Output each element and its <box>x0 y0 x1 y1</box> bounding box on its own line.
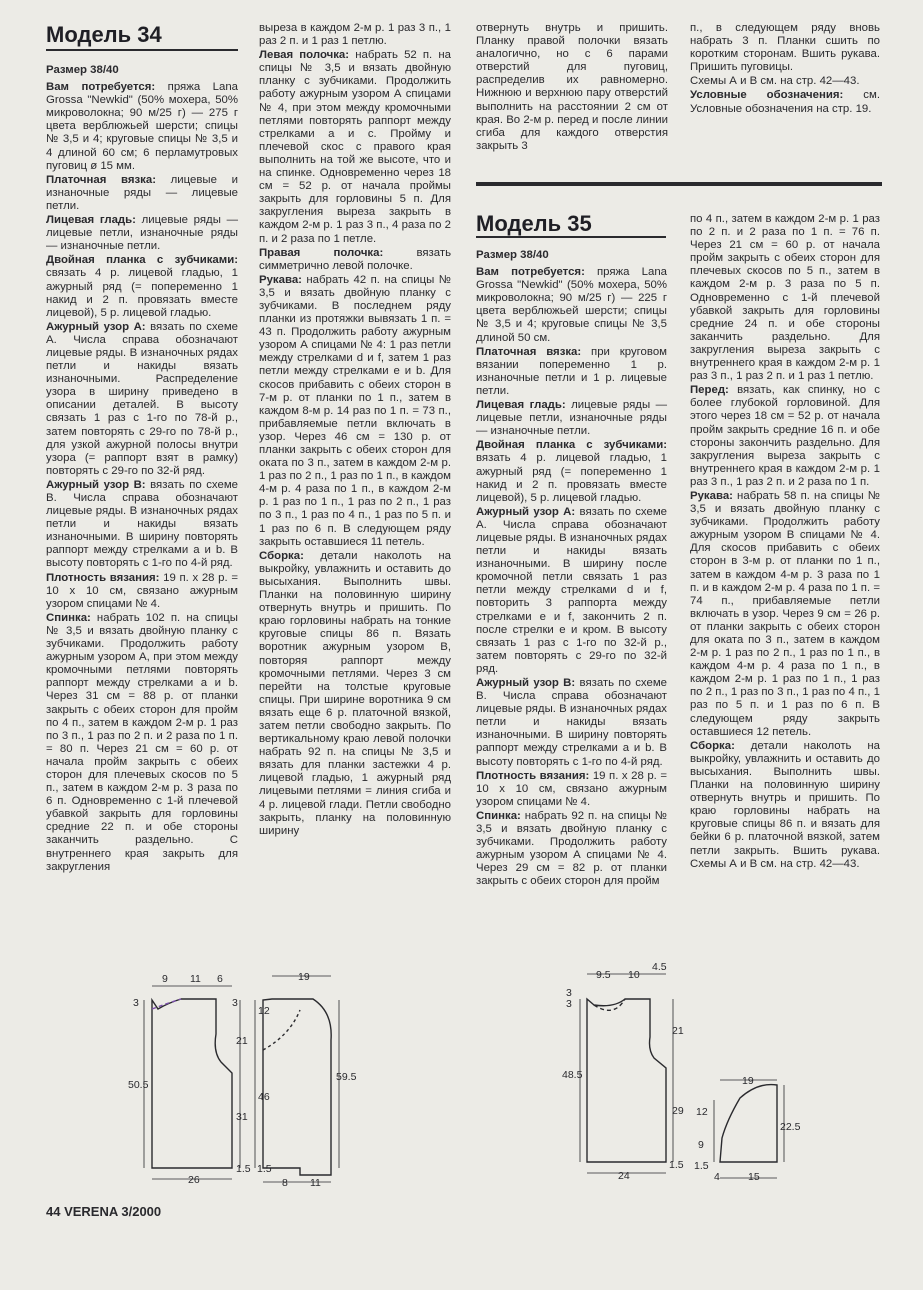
paragraph-body: 19 п. х 28 р. = 10 х 10 см, связано ажурным узором спицами № 4. <box>476 769 667 808</box>
d3-h3b: 3 <box>566 998 572 1010</box>
d1-h505: 50.5 <box>128 1079 149 1091</box>
text-paragraph <box>259 22 451 48</box>
model-34-column-4 <box>690 22 880 116</box>
paragraph-body: при круговом вязании попеременно 1 р. изнаночные петли и 1 р. лицевые петли. <box>476 345 667 397</box>
paragraph-heading: Перед: <box>690 384 729 397</box>
paragraph-body: детали наколоть на выкройку, увлажнить и оставить до высыхания. Выполнить швы. Планки на половинную ширину отвернуть внутрь и пришить. По краю горловины набрать на тонкие круговые спицы 86 п. Вязать воротник ажурным узором В, повторяя раппорт между кромочными петлями. Через 3 см перейти на толстые круговые спицы. При ширине воротника 9 см вязать еще 6 р. платочной вязкой, затем петли свободно закрыть. По вертикальному краю левой полочки набрать 92 п. на спицы № 3,5 и вязать для планки застежки 4 р. лицевой гладью, 1 ажурный ряд лицевыми петлями = линия сгиба и 4 р. лицевой глади. Петли свободно закрыть, планку на половинную ширину <box>259 549 451 837</box>
d4-h225: 22.5 <box>780 1121 801 1133</box>
paragraph-body: набрать 52 п. на спицы № 3,5 и вязать двойную планку с зубчиками. Продолжить работу ажурным узором А спицами № 4, при этом между кромочными петлями повторять раппорт между стрелками a и c. Пройму и плечевой скос с правого края выполнить на той же высоте, что и на спинке. Одновременно через 18 см = 52 р. от начала проймы закрыть для горловины 5 п. Для закругления выреза закрыть в каждом 2-м р. 1 раз 3 п., 4 раза по 2 п. и 2 раза по 1 петле. <box>259 49 451 245</box>
d3-h29: 29 <box>672 1105 684 1117</box>
model-34-column-3 <box>476 22 668 153</box>
paragraph-heading: Спинка: <box>46 611 91 624</box>
d2-h3: 3 <box>232 997 238 1009</box>
text-paragraph <box>690 75 880 88</box>
d1-h31: 31 <box>236 1111 248 1123</box>
paragraph-heading: Левая полочка: <box>259 49 350 62</box>
d1-w6: 6 <box>217 973 223 985</box>
paragraph-heading: Условные обозначения: <box>690 89 844 102</box>
paragraph-body: Схемы А и В см. на стр. 42—43. <box>690 75 860 88</box>
model-34-title: Модель 34 <box>46 22 162 47</box>
model-35-column-3 <box>476 249 667 889</box>
m34-c3-paragraphs <box>476 22 668 153</box>
paragraph-heading: Плотность вязания: <box>476 769 590 782</box>
d4-w4: 4 <box>714 1171 720 1183</box>
paragraph-heading: Рукава: <box>690 489 733 502</box>
paragraph-body: пряжа Lana Grossa "Newkid" (50% мохера, 50% микроволокна; 90 м/25 г) — 225 г цвета верблюжьей шерсти; спицы № 3,5 и 4; круговые спицы № 3,5 длиной 50 см. <box>476 266 668 344</box>
text-paragraph <box>690 384 880 489</box>
paragraph-body: набрать 42 п. на спицы № 3,5 и вязать двойную планку с зубчиками. В последнем ряду планки из протяжки вывязать 1 п. = 43 п. Продолжить работу ажурным узором А спицами № 4: 1 раз петли между стрелками d и f, затем 1 раз петли между стрелками e и b. Для скосов прибавить с обеих сторон в 7-м р. от планки по 1 п., затем в каждом 8-м р. 14 раз по 1 п. = 73 п., прибавляемые петли включать в узор. Через 46 см = 130 р. от планки закрыть с обеих сторон для оката по 3 п., затем в каждом 2-м р. 1 раз по 2 п., 1 раз по 1 п., в каждом 4-м р. 4 раза по 1 п., в каждом 2-м р. 1 раз по 1 п., 1 раз по 2 п., 1 раз по 3 п., 1 раз по 4 п., 1 раз по 5 п. и 1 раз по 6 п. В следующем ряду закрыть оставшиеся 11 петель. <box>259 273 451 548</box>
paragraph-body: по 4 п., затем в каждом 2-м р. 1 раз по 2 п. и 2 раза по 1 п. = 76 п. Через 21 см = 60 р. от начала пройм закрыть с обеих сторон для плечевых скосов по 5 п., затем в каждом 2-м р. 3 раза по 5 п. Одновременно с 1-й плечевой убавкой закрыть для горловины средние 24 п. и обе стороны заканчить раздельно. Для закругления выреза закрыть с внутреннего края в каждом 2-м р. 1 раз 3 п., 1 раз 2 п. и 1 раз 1 петлю. <box>690 213 880 383</box>
model-34-size: Размер 38/40 <box>46 64 119 76</box>
paragraph-body: вязать симметрично левой полочке. <box>259 246 452 272</box>
paragraph-body: вязать по схеме А. Числа справа обозначают лицевые ряды. В изнаночных рядах петли и накиды вязать изнаночными. Распределение узора в ширину приведено в описании деталей. В высоту связать 1 раз с 1-го по 78-й р., затем повторять с 29-го по 78-й р., для узкой ажурной полосы внутри узора (= раппорт взят в рамку) повторять с 29-го по 32-й ряд. <box>46 320 238 477</box>
d4-h15: 1.5 <box>694 1160 709 1172</box>
paragraph-heading: Правая полочка: <box>259 246 384 259</box>
d4-w15: 15 <box>748 1171 760 1183</box>
d3-h15: 1.5 <box>669 1159 684 1171</box>
text-paragraph <box>476 770 667 809</box>
m34-c4-paragraphs <box>690 22 880 116</box>
d1-w26: 26 <box>188 1174 200 1186</box>
d2-h46: 46 <box>258 1091 270 1103</box>
paragraph-body: вязать по схеме В. Числа справа обозначают лицевые ряды. В изнаночных рядах петли и накиды вязать изнаночными. В ширину повторять раппорт между стрелками a и b. В высоту повторять с 1-го по 4-й ряд. <box>476 677 667 768</box>
text-paragraph <box>46 254 238 319</box>
d3-neck-dash <box>594 999 625 1010</box>
d1-body-outline <box>152 999 232 1168</box>
text-paragraph <box>46 572 238 611</box>
section-divider <box>476 182 882 186</box>
paragraph-body: вязать по схеме А. Числа справа обозначают лицевые ряды. В изнаночных рядах петли и накиды вязать изнаночными. В ширину после кромочной петли связать 1 раз петли между стрелками d и f, повторить 3 раппорта между стрелками e и f, закончить 2 п. после стрелки e и кром. В высоту связать 1 раз с 1-го по 32-й р., затем повторять с 29-го по 32-й ряд. <box>476 505 667 675</box>
text-paragraph <box>476 22 668 153</box>
text-paragraph <box>476 266 667 345</box>
model-34-column-2 <box>259 22 451 838</box>
paragraph-heading: Двойная планка с зубчиками: <box>476 439 667 452</box>
paragraph-heading: Сборка: <box>259 549 304 562</box>
paragraph-heading: Сборка: <box>690 739 735 752</box>
text-paragraph <box>476 346 667 398</box>
paragraph-heading: Вам потребуется: <box>476 266 585 279</box>
text-paragraph <box>259 274 451 549</box>
paragraph-heading: Ажурный узор В: <box>476 677 576 689</box>
d1-h21: 21 <box>236 1035 248 1047</box>
model-34-column-1 <box>46 64 238 874</box>
m34-c1-paragraphs <box>46 81 238 874</box>
paragraph-heading: Вам потребуется: <box>46 81 156 94</box>
text-paragraph <box>259 49 451 245</box>
paragraph-body: 19 п. х 28 р. = 10 х 10 см, связано ажурным узором спицами № 4. <box>46 571 238 610</box>
pattern-diagrams <box>0 960 923 1190</box>
text-paragraph <box>690 740 880 871</box>
page-footer: 44 VERENA 3/2000 <box>46 1204 162 1219</box>
paragraph-heading: Платочная вязка: <box>476 345 582 358</box>
d2-h12: 12 <box>258 1005 270 1017</box>
text-paragraph <box>690 22 880 74</box>
paragraph-body: отвернуть внутрь и пришить. Планку правой полочки вязать аналогично, но с 6 парами отверстий для пуговиц, распределив их равномерно. Нижнюю и верхнюю пару отверстий выполнить на расстоянии 2 см от края. Во 2-м р. перед и после линии сгиба для каждого отверстия закрыть 3 <box>476 22 668 152</box>
paragraph-body: пряжа Lana Grossa "Newkid" (50% мохера, 50% микроволокна; 90 м/25 г) — 275 г цвета верблюжьей шерсти; спицы № 3,5 и 4; круговые спицы № 3,5 и 4 длиной 60 см; 6 перламутровых пуговиц ø 15 мм. <box>46 81 238 172</box>
text-paragraph <box>46 321 238 478</box>
d3-h3a: 3 <box>566 987 572 999</box>
text-paragraph <box>46 174 238 213</box>
paragraph-heading: Лицевая гладь: <box>46 214 136 227</box>
paragraph-body: лицевые и изнаночные ряды — лицевые петли. <box>46 173 238 212</box>
paragraph-body: вязать по схеме В. Числа справа обозначают лицевые ряды. В изнаночных рядах петли и накиды вязать изнаночными. В ширину повторять раппорт между стрелками a и b. В высоту повторять с 1-го по 4-й ряд. <box>46 478 238 570</box>
paragraph-heading: Спинка: <box>476 809 521 822</box>
d3-h21: 21 <box>672 1025 684 1037</box>
paragraph-heading: Платочная вязка: <box>46 173 156 186</box>
paragraph-body: набрать 102 п. на спицы № 3,5 и вязать двойную планку с зубчиками. Продолжить работу ажурным узором А, при этом между кромочными петлями повторять раппорт между стрелками a и b. Через 31 см = 88 р. от планки закрыть с обеих сторон для пройм по 4 п., затем в каждом 2-м р. 1 раз по 3 п., 1 раз по 2 п. и 2 раза по 1 п. = 80 п. Через 21 см = 60 р. от начала пройм закрыть с обеих сторон для плечевых скосов по 5 п., затем в каждом 2-м р. 3 раза по 6 п. Одновременно с 1-й плечевой убавкой закрыть для горловины средние 22 п. и обе стороны заканчить раздельно. С внутреннего края закрыть для закругления <box>46 611 238 873</box>
paragraph-body: связать 4 р. лицевой гладью, 1 ажурный ряд (= попеременно 1 накид и 2 п. провязать вместе лицевой), 5 р. лицевой гладью. <box>46 267 238 319</box>
paragraph-body: вязать, как спинку, но с более глубокой горловиной. Для этого через 18 см = 52 р. от начала пройм закрыть средние 16 п. и обе стороны закончить раздельно. Для закругления выреза закрыть с внутреннего края в каждом 2-м р. 1 раз 3 п., 1 раз 2 п. и 2 раза по 1 п. <box>690 384 880 488</box>
paragraph-body: вязать 4 р. лицевой гладью, 1 ажурный ряд (= попеременно 1 накид и 2 п. провязать вместе лицевой), 5 р. лицевой гладью. <box>476 452 667 504</box>
d3-w24: 24 <box>618 1170 630 1182</box>
d2-w8: 8 <box>282 1177 288 1189</box>
d1-w11: 11 <box>190 973 201 985</box>
paragraph-body: набрать 92 п. на спицы № 3,5 и вязать двойную планку с зубчиками. Продолжить работу ажурным узором А спицами № 4. Через 29 см = 82 р. от планки закрыть с обеих сторон для пройм <box>476 809 667 888</box>
text-paragraph <box>476 677 667 769</box>
model-35-column-4 <box>690 213 880 871</box>
text-paragraph <box>476 439 667 504</box>
d1-h3: 3 <box>133 997 139 1009</box>
d4-w19: 19 <box>742 1075 754 1087</box>
paragraph-body: выреза в каждом 2-м р. 1 раз 3 п., 1 раз 2 п. и 1 раз 1 петлю. <box>259 22 451 48</box>
d4-h12: 12 <box>696 1106 708 1118</box>
text-paragraph <box>690 213 880 383</box>
d2-sleeve-outline <box>263 999 331 1175</box>
text-paragraph <box>476 399 667 438</box>
d4-sleeve-outline <box>720 1085 777 1162</box>
d2-h595: 59.5 <box>336 1071 357 1083</box>
m34-c2-paragraphs <box>259 22 451 838</box>
text-paragraph <box>46 479 238 571</box>
d3-w10: 10 <box>628 969 640 981</box>
text-paragraph <box>46 81 238 173</box>
text-paragraph <box>259 550 451 838</box>
d3-w95: 9.5 <box>596 969 611 981</box>
d2-h15: 1.5 <box>257 1163 272 1175</box>
paragraph-heading: Плотность вязания: <box>46 571 160 584</box>
paragraph-body: см. Условные обозначения на стр. 19. <box>690 89 880 115</box>
paragraph-body: набрать 58 п. на спицы № 3,5 и вязать двойную планку с зубчиками. Продолжить работу ажурным узором В спицами № 4. Для скосов прибавить с обеих сторон в 3-м р. от планки по 1 п., затем в каждом 4-м р. 3 раза по 1 п. и в каждом 2-м р. 4 раза по 1 п. = 74 п., прибавляемые петли включать в узор. Через 9 см = 26 р. от планки закрыть с обеих сторон для оката по 3 п., затем в каждом 2-м р. 1 раз по 2 п., 1 раз по 1 п., в каждом 4-м р. 4 раза по 1 п., в каждом 2-м р. 1 раз по 1 п., 1 раз по 2 п., 1 раз по 3 п., 1 раз по 4 п., 1 раз по 5 п. и 1 раз по 6 п. В следующем ряду закрыть оставшиеся 12 петель. <box>690 489 880 738</box>
d2-w19: 19 <box>298 971 310 983</box>
paragraph-heading: Рукава: <box>259 273 302 286</box>
d3-h485: 48.5 <box>562 1069 583 1081</box>
paragraph-body: п., в следующем ряду вновь набрать 3 п. Планки сшить по коротким сторонам. Вшить рукава. Пришить пуговицы. <box>690 22 880 74</box>
m35-c4-paragraphs <box>690 213 880 871</box>
d3-w45: 4.5 <box>652 961 667 973</box>
paragraph-body: детали наколоть на выкройку, увлажнить и оставить до высыхания. Выполнить швы. Планки на половинную ширину отвернуть внутрь и пришить. По краю горловины набрать на круговые спицы 86 п. и вязать для бейки 6 р. платочной вязкой, затем петли закрыть. Вшить рукава. Схемы А и В см. на стр. 42—43. <box>690 739 880 870</box>
paragraph-heading: Ажурный узор А: <box>476 505 576 518</box>
d3-body-outline <box>587 999 666 1162</box>
model-35-size: Размер 38/40 <box>476 249 549 261</box>
paragraph-heading: Ажурный узор А: <box>46 320 146 333</box>
d2-w11: 11 <box>310 1177 321 1189</box>
text-paragraph <box>690 89 880 115</box>
d1-w9: 9 <box>162 973 168 985</box>
text-paragraph <box>690 490 880 739</box>
paragraph-body: лицевые ряды — лицевые петли, изнаночные ряды — изнаночные петли. <box>46 214 238 253</box>
m35-c3-paragraphs <box>476 266 667 888</box>
d4-h9: 9 <box>698 1139 704 1151</box>
model-35-rule <box>476 236 666 238</box>
paragraph-heading: Ажурный узор В: <box>46 478 146 491</box>
text-paragraph <box>476 810 667 889</box>
d1-h15: 1.5 <box>236 1163 251 1175</box>
model-35-title: Модель 35 <box>476 211 592 236</box>
paragraph-heading: Двойная планка с зубчиками: <box>46 254 238 267</box>
text-paragraph <box>259 247 451 273</box>
text-paragraph <box>46 214 238 253</box>
text-paragraph <box>476 506 667 676</box>
text-paragraph <box>46 612 238 874</box>
paragraph-body: лицевые ряды — лицевые петли, изнаночные ряды — изнаночные петли. <box>476 399 667 438</box>
paragraph-heading: Лицевая гладь: <box>476 399 566 412</box>
model-34-rule <box>46 49 238 51</box>
